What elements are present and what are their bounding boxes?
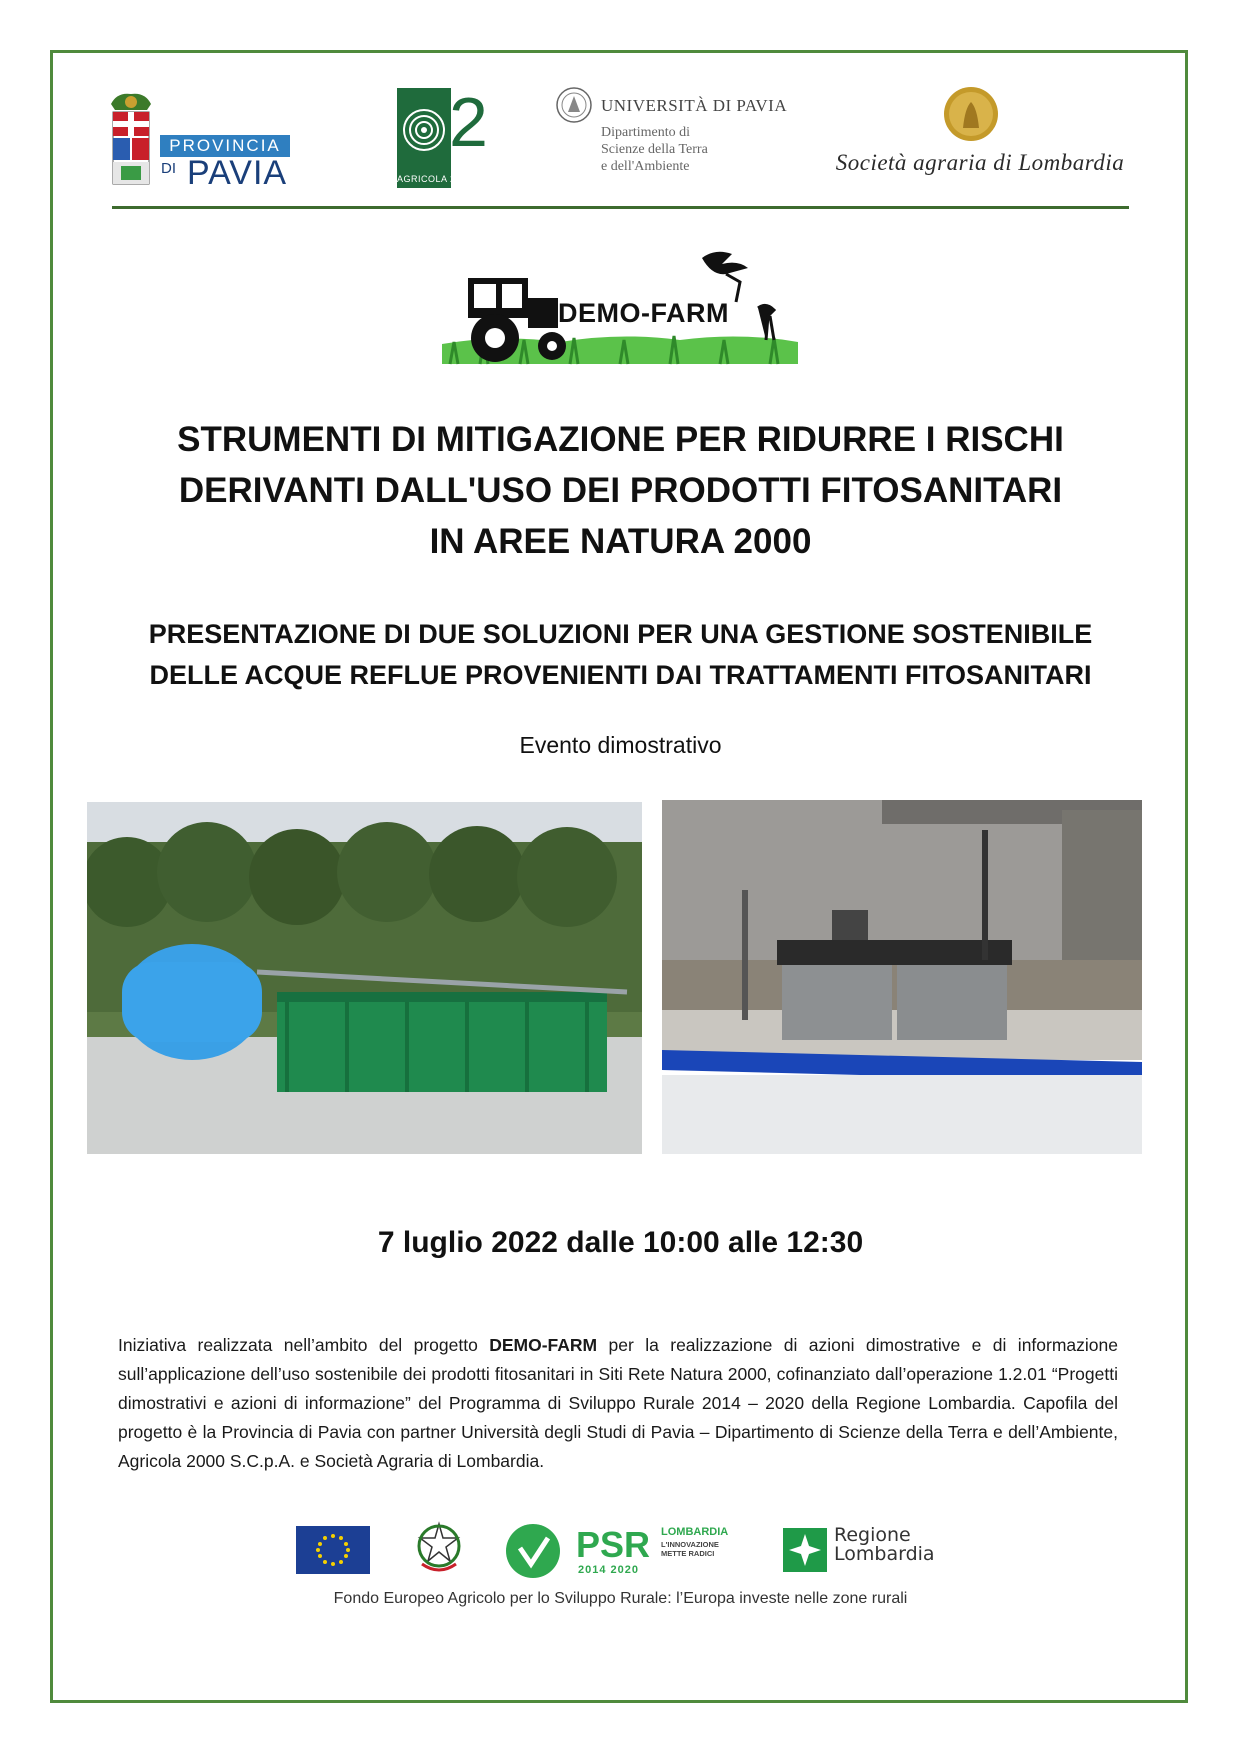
eu-flag-logo: [296, 1526, 370, 1574]
psr-tagline: L'INNOVAZIONE METTE RADICI: [661, 1540, 719, 1558]
event-date: 7 luglio 2022 dalle 10:00 alle 12:30: [377, 1226, 864, 1259]
psr-wordmark: PSR: [576, 1524, 651, 1565]
psr-leaf-logo: [506, 1524, 560, 1578]
check-leaf-icon: [506, 1524, 560, 1578]
provincia-band: PROVINCIA: [160, 135, 290, 157]
eu-stars-icon: [296, 1526, 370, 1574]
agricola-label: AGRICOLA 2000: [397, 174, 473, 184]
provincia-di: DI: [161, 160, 176, 177]
event-subtitle: PRESENTAZIONE DI DUE SOLUZIONI PER UNA GESTIONE SOSTENIBILE DELLE ACQUE REFLUE PROVENIENTI DAI TRATTAMENTI FITOSANITARI: [148, 619, 1093, 690]
societa-agraria-logo: [830, 80, 1130, 190]
agricola-spiral-icon: [397, 88, 451, 172]
fund-footer: Fondo Europeo Agricolo per lo Sviluppo Rurale: l’Europa investe nelle zone rurali: [333, 1590, 908, 1607]
funders-logos: [296, 1520, 956, 1580]
demo-farm-wordmark: DEMO-FARM: [558, 298, 729, 328]
university-department: Dipartimento di Scienze della Terra e dell'Ambiente: [601, 125, 708, 174]
universita-pavia-logo: [555, 86, 788, 186]
psr-region: LOMBARDIA: [661, 1526, 729, 1538]
university-name: UNIVERSITÀ DI PAVIA: [601, 96, 788, 115]
regione-lombardia-wordmark: Regione Lombardia: [834, 1524, 935, 1565]
societa-name: Società agraria di Lombardia: [835, 150, 1125, 175]
photo-treatment-units: [662, 800, 1142, 1154]
event-type: Evento dimostrativo: [519, 732, 722, 758]
provincia-crest-icon: [107, 90, 155, 188]
event-title: STRUMENTI DI MITIGAZIONE PER RIDURRE I RISCHI DERIVANTI DALL'USO DEI PRODOTTI FITOSANITARI IN AREE NATURA 2000: [177, 420, 1064, 561]
project-description: Iniziativa realizzata nell’ambito del progetto DEMO-FARM per la realizzazione di azioni dimostrative e di informazione sull’applicazione dell’uso sostenibile dei prodotti fitosanitari in Siti Rete Natura 2000, cofinanziato dall’operazione 1.2.01 “Progetti dimostrativi e azioni di informazione” del Programma di Sviluppo Rurale 2014 – 2020 della Regione Lombardia. Capofila del progetto è la Provincia di Pavia con partner Università degli Studi di Pavia – Dipartimento di Scienze della Terra e dell’Ambiente, Agricola 2000 S.C.p.A. e Società Agraria di Lombardia.: [118, 1335, 1118, 1471]
regione-lombardia-icon: [783, 1528, 827, 1572]
agricola-2000-logo: [397, 83, 493, 188]
provincia-pavia: PAVIA: [187, 154, 288, 192]
psr-years: 2014 2020: [578, 1564, 639, 1576]
project-name: DEMO-FARM: [489, 1335, 598, 1355]
agricola-numeral: 2: [449, 83, 488, 161]
photo-biobed-tanks: [87, 802, 642, 1154]
gold-medal-icon: [943, 86, 999, 142]
university-seal-icon: [555, 86, 593, 124]
demo-farm-logo: [440, 246, 800, 368]
partner-logos-header: [95, 80, 1130, 190]
header-divider: [112, 206, 1129, 209]
italian-republic-emblem-icon: [414, 1520, 464, 1576]
provincia-pavia-logo: [95, 90, 295, 190]
